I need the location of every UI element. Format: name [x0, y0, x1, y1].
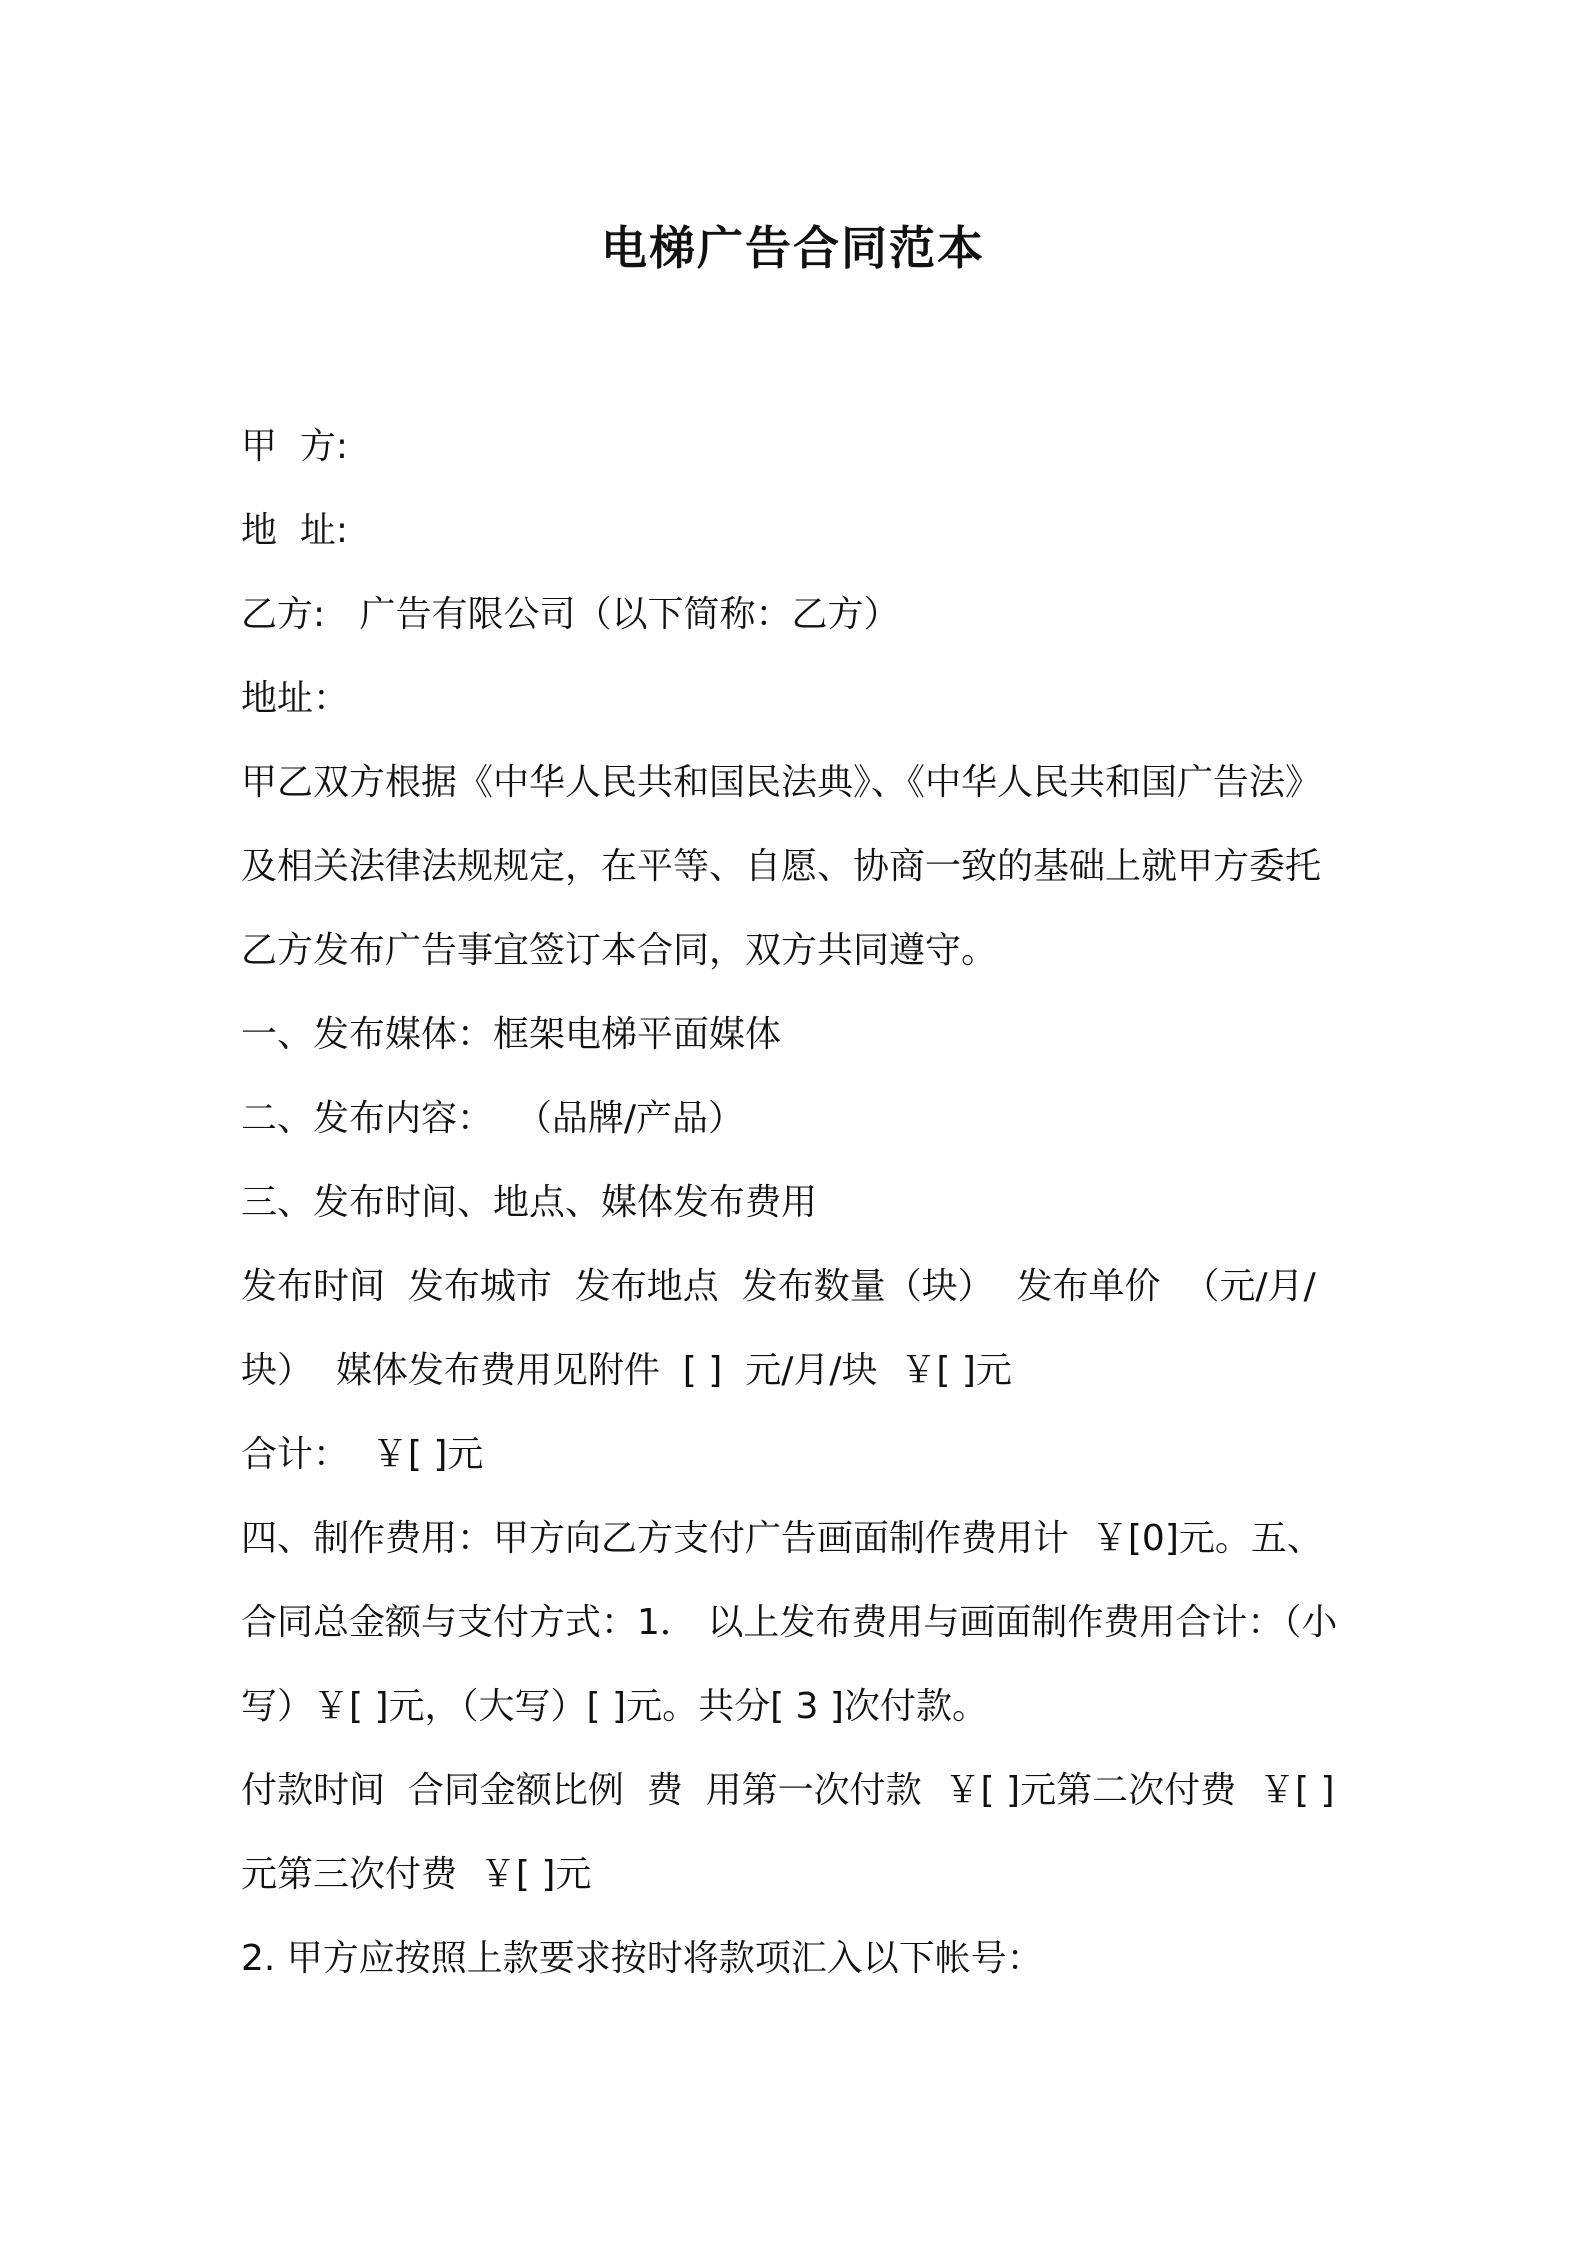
clause-3-line-1: 发布时间 发布城市 发布地点 发布数量（块） 发布单价 （元/月/ [241, 1266, 1316, 1307]
party-b-line: 乙方: 广告有限公司（以下简称：乙方） [241, 594, 900, 635]
total-line: 合计： ￥[ ]元 [241, 1434, 484, 1475]
payment-schedule-line-2: 元第三次付费 ￥[ ]元 [241, 1854, 592, 1895]
clause-5-line-1: 合同总金额与支付方式：1． 以上发布费用与画面制作费用合计：（小 [241, 1602, 1338, 1643]
payment-schedule-line-1: 付款时间 合同金额比例 费 用第一次付款 ￥[ ]元第二次付费 ￥[ ] [241, 1770, 1335, 1811]
payment-account-line: 2. 甲方应按照上款要求按时将款项汇入以下帐号： [241, 1938, 1043, 1979]
preamble-line-1: 甲乙双方根据《中华人民共和国民法典》、《中华人民共和国广告法》 [241, 762, 1322, 803]
clause-3-heading: 三、发布时间、地点、媒体发布费用 [241, 1182, 818, 1223]
clause-4-line: 四、制作费用：甲方向乙方支付广告画面制作费用计 ￥[0]元。五、 [241, 1518, 1323, 1559]
document-body [241, 405, 1361, 2001]
preamble-line-3: 乙方发布广告事宜签订本合同，双方共同遵守。 [241, 930, 998, 971]
party-a-address-line: 地 址: [241, 510, 349, 551]
clause-3-line-2: 块） 媒体发布费用见附件 [ ] 元/月/块 ￥[ ]元 [241, 1350, 1012, 1391]
document-title: 电梯广告合同范本 [601, 221, 985, 275]
clause-2-line: 二、发布内容： （品牌/产品） [241, 1098, 745, 1139]
party-b-address-line: 地址： [241, 678, 350, 719]
preamble-line-2: 及相关法律法规规定，在平等、自愿、协商一致的基础上就甲方委托 [241, 846, 1322, 887]
clause-5-line-2: 写）￥[ ]元，（大写）[ ]元。共分[ 3 ]次付款。 [241, 1686, 988, 1727]
clause-1-line: 一、发布媒体：框架电梯平面媒体 [241, 1014, 782, 1055]
party-a-line: 甲 方: [241, 426, 349, 467]
